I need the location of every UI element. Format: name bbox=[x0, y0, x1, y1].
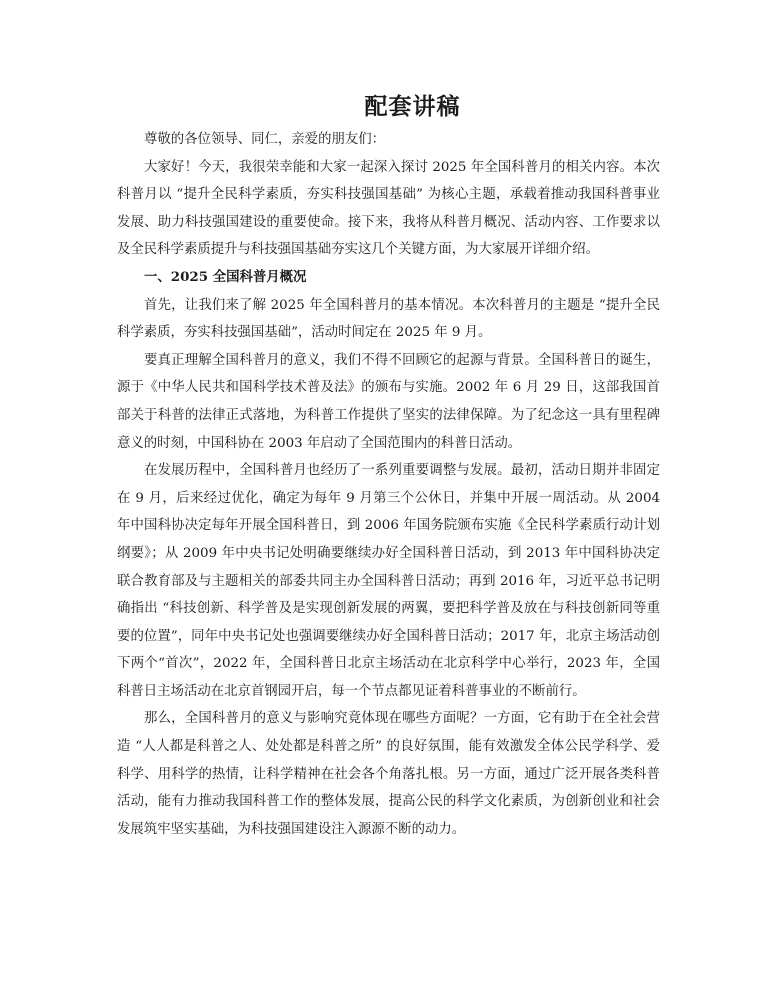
section-paragraph: 要真正理解全国科普月的意义，我们不得不回顾它的起源与背景。全国科普日的诞生，源于《中华人民共和国科学技术普及法》的颁布与实施。2002 年 6 月 29 日，这部我国首部关于科普的法律正式落地，为科普工作提供了坚实的法律保障。为了纪念这一具有里程碑意义的时刻，中国科协在 2003 年启动了全国范围内的科普日活动。 bbox=[117, 352, 660, 451]
section-heading: 一、2025 全国科普月概况 bbox=[144, 268, 307, 285]
document-title: 配套讲稿 bbox=[364, 93, 461, 120]
section-paragraph: 那么，全国科普月的意义与影响究竟体现在哪些方面呢？一方面，它有助于在全社会营造 “人人都是科普之人、处处都是科普之所” 的良好氛围，能有效激发全体公民学科学、爱科学、用科学的热情，让科学精神在社会各个角落扎根。另一方面，通过广泛开展各类科普活动，能有力推动我国科普工作的整体发展，提高公民的科学文化素质，为创新创业和社会发展筑牢坚实基础，为科技强国建设注入源源不断的动力。 bbox=[117, 711, 660, 837]
document-body bbox=[117, 126, 660, 843]
salutation-paragraph: 尊敬的各位领导、同仁，亲爱的朋友们： bbox=[144, 132, 386, 147]
section-paragraph: 在发展历程中，全国科普月也经历了一系列重要调整与发展。最初，活动日期并非固定在 9 月，后来经过优化，确定为每年 9 月第三个公休日，并集中开展一周活动。从 2004 年中国科协决定每年开展全国科普日，到 2006 年国务院颁布实施《全民科学素质行动计划纲要》；从 2009 年中央书记处明确要继续办好全国科普日活动，到 2013 年中国科协决定联合教育部及与主题相关的部委共同主办全国科普日活动；再到 2016 年，习近平总书记明确指出 “科技创新、科学普及是实现创新发展的两翼，要把科学普及放在与科技创新同等重要的位置”，同年中央书记处也强调要继续办好全国科普日活动；2017 年，北京主场活动创下两个“首次”，2022 年，全国科普日北京主场活动在北京科学中心举行，2023 年，全国科普日主场活动在北京首钢园开启，每一个节点都见证着科普事业的不断前行。 bbox=[117, 463, 660, 699]
section-paragraph: 首先，让我们来了解 2025 年全国科普月的基本情况。本次科普月的主题是 “提升全民科学素质，夯实科技强国基础”，活动时间定在 2025 年 9 月。 bbox=[117, 297, 660, 341]
intro-paragraph: 大家好！今天，我很荣幸能和大家一起深入探讨 2025 年全国科普月的相关内容。本次科普月以 “提升全民科学素质，夯实科技强国基础” 为核心主题，承载着推动我国科普事业发展、助力科技强国建设的重要使命。接下来，我将从科普月概况、活动内容、工作要求以及全民科学素质提升与科技强国基础夯实这几个关键方面，为大家展开详细介绍。 bbox=[117, 159, 660, 258]
